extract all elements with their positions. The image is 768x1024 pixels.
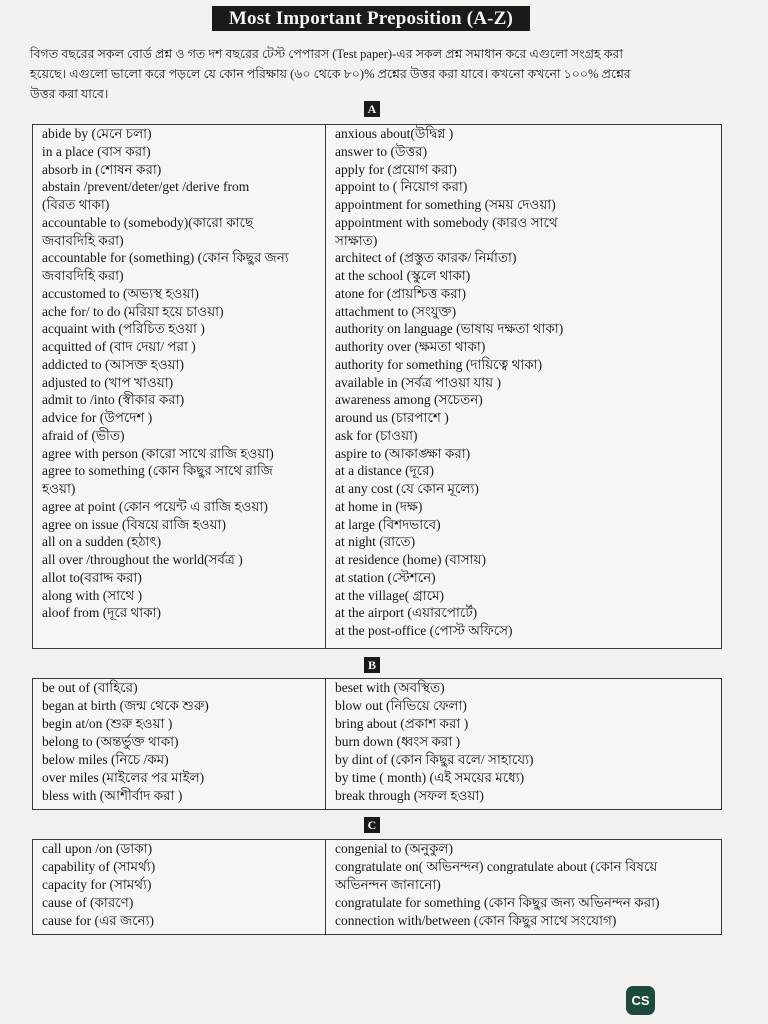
preposition-entry: ache for/ to do (মরিয়া হয়ে চাওয়া) (42, 303, 224, 319)
preposition-entry: attachment to (সংযুক্ত) (335, 303, 457, 319)
preposition-entry: accountable for (something) (কোন কিছুর জন্য (42, 250, 289, 266)
preposition-entry: architect of (প্রস্তুত কারক/ নির্মাতা) (335, 250, 517, 266)
preposition-entry: জবাবদিহি করা) (42, 268, 124, 283)
section-b-right-column (326, 679, 721, 809)
preposition-entry: by time ( month) (এই সময়ের মধ্যে) (335, 770, 525, 785)
preposition-entry: appoint to ( নিয়োগ করা) (335, 179, 468, 195)
preposition-entry: begin at/on (শুরু হওয়া ) (42, 716, 173, 731)
section-c-left-column (33, 840, 326, 934)
preposition-entry: হওয়া) (42, 481, 76, 496)
preposition-entry: (বিরত থাকা) (42, 197, 110, 212)
preposition-entry: agree at point (কোন পয়েন্ট এ রাজি হওয়া) (42, 498, 268, 514)
preposition-entry: over miles (মাইলের পর মাইল) (42, 770, 205, 785)
section-label-a: A (364, 101, 380, 117)
preposition-entry: all on a sudden (হঠাৎ) (42, 534, 162, 550)
preposition-entry: all over /throughout the world(সর্বত্র ) (42, 552, 243, 567)
preposition-entry: acquaint with (পরিচিত হওয়া ) (42, 321, 205, 337)
preposition-entry: cause of (কারণে) (42, 895, 134, 910)
preposition-entry: advice for (উপদেশ ) (42, 410, 153, 425)
preposition-entry: congratulate for something (কোন কিছুর জন্য অভিনন্দন করা) (335, 895, 660, 910)
preposition-entry: atone for (প্রায়শ্চিত্ত করা) (335, 285, 467, 301)
preposition-entry: apply for (প্রয়োগ করা) (335, 161, 457, 177)
preposition-entry: by dint of (কোন কিছুর বলে/ সাহায্যে) (335, 752, 534, 767)
preposition-entry: at a distance (দূরে) (335, 463, 435, 479)
preposition-entry: along with (সাথে ) (42, 587, 143, 603)
preposition-entry: agree on issue (বিষয়ে রাজি হওয়া) (42, 516, 226, 532)
preposition-entry: agree with person (কারো সাথে রাজি হওয়া) (42, 445, 274, 461)
section-a-left-column (33, 125, 326, 648)
preposition-entry: abide by (মেনে চলা) (42, 126, 152, 141)
preposition-entry: below miles (নিচে /কম) (42, 752, 169, 767)
preposition-entry: available in (সর্বত্র পাওয়া যায় ) (335, 374, 501, 390)
preposition-entry: authority on language (ভাষায় দক্ষতা থাকা) (335, 321, 564, 337)
preposition-entry: aloof from (দূরে থাকা) (42, 605, 162, 621)
preposition-entry: capacity for (সামর্থ্য) (42, 877, 152, 892)
preposition-entry: জবাবদিহি করা) (42, 232, 124, 248)
section-b-table (32, 678, 722, 810)
preposition-entry: agree to something (কোন কিছুর সাথে রাজি (42, 463, 273, 479)
preposition-entry: around us (চারপাশে ) (335, 410, 449, 425)
preposition-entry: break through (সফল হওয়া) (335, 788, 484, 803)
preposition-entry: at night (রাতে) (335, 534, 416, 550)
preposition-entry: authority for something (দায়িত্বে থাকা) (335, 356, 543, 372)
preposition-entry: accustomed to (অভ্যস্থ হওয়া) (42, 285, 199, 301)
section-b-left-column (33, 679, 326, 809)
preposition-entry: authority over (ক্ষমতা থাকা) (335, 339, 486, 354)
section-a-table (32, 124, 722, 649)
preposition-entry: answer to (উত্তর) (335, 143, 428, 159)
section-c-right-column (326, 840, 721, 934)
preposition-entry: accountable to (somebody)(কারো কাছে (42, 214, 254, 230)
preposition-entry: bless with (আশীর্বাদ করা ) (42, 788, 183, 803)
preposition-entry: at any cost (যে কোন মূল্যে) (335, 481, 479, 496)
preposition-entry: absorb in (শোষন করা) (42, 161, 162, 177)
preposition-entry: appointment for something (সময় দেওয়া) (335, 197, 556, 212)
preposition-entry: at home in (দক্ষ) (335, 498, 423, 514)
preposition-entry: at large (বিশদভাবে) (335, 516, 441, 532)
preposition-entry: awareness among (সচেতন) (335, 392, 483, 408)
preposition-entry: adjusted to (খাপ খাওয়া) (42, 374, 174, 390)
camscanner-badge: CS (626, 986, 655, 1015)
page-title: Most Important Preposition (A-Z) (212, 6, 530, 31)
section-a-right-column (326, 125, 721, 648)
section-label-c: C (364, 817, 380, 833)
preposition-entry: at the school (স্কুলে থাকা) (335, 268, 471, 283)
preposition-entry: at station (স্টেশনে) (335, 569, 436, 585)
preposition-entry: call upon /on (ডাকা) (42, 841, 153, 856)
preposition-entry: be out of (বাহিরে) (42, 680, 138, 695)
preposition-entry: anxious about(উদ্বিগ্ন ) (335, 126, 454, 141)
preposition-entry: aspire to (আকাঙ্ক্ষা করা) (335, 445, 471, 461)
preposition-entry: cause for (এর জন্যে) (42, 913, 155, 928)
preposition-entry: beset with (অবস্থিত) (335, 680, 445, 695)
section-label-b: B (364, 657, 380, 673)
preposition-entry: capability of (সামর্থ্য) (42, 859, 156, 874)
preposition-entry: addicted to (আসক্ত হওয়া) (42, 356, 185, 372)
preposition-entry: at the post-office (পোস্ট অফিসে) (335, 623, 513, 638)
preposition-entry: allot to(বরাদ্দ করা) (42, 569, 142, 585)
preposition-entry: bring about (প্রকাশ করা ) (335, 716, 469, 731)
preposition-entry: acquitted of (বাদ দেয়া/ পরা ) (42, 339, 196, 354)
preposition-entry: began at birth (জন্ম থেকে শুরু) (42, 698, 209, 713)
preposition-entry: ask for (চাওয়া) (335, 427, 418, 443)
preposition-entry: afraid of (ভীত) (42, 427, 125, 443)
preposition-entry: belong to (অন্তর্ভুক্ত থাকা) (42, 734, 179, 749)
preposition-entry: blow out (নিভিয়ে ফেলা) (335, 698, 467, 713)
preposition-entry: অভিনন্দন জানানো) (335, 877, 441, 892)
preposition-entry: burn down (ধ্বংস করা ) (335, 734, 461, 749)
preposition-entry: abstain /prevent/deter/get /derive from (42, 179, 250, 195)
preposition-entry: admit to /into (স্বীকার করা) (42, 392, 185, 408)
preposition-entry: congenial to (অনুকুল) (335, 841, 453, 856)
preposition-entry: connection with/between (কোন কিছুর সাথে সংযোগ) (335, 913, 617, 928)
preposition-entry: at the airport (এয়ারপোর্টে) (335, 605, 478, 621)
preposition-entry: appointment with somebody (কারও সাথে (335, 214, 558, 230)
preposition-entry: at residence (home) (বাসায়) (335, 552, 487, 567)
intro-paragraph: বিগত বছরের সকল বোর্ড প্রশ্ন ও গত দশ বছরের টেস্ট পেপারস (Test paper)-এর সকল প্রশ্ন সমাধান করে এগুলো সংগ্রহ করা হয়েছে। এগুলো ভালো করে পড়লে যে কোন পরিক্ষায় (৬০ থেকে ৮০)% প্রশ্নের উত্তর করা যাবে। কখনো কখনো ১০০% প্রশ্নের উত্তর করা যাবে। (30, 47, 631, 101)
section-c-table (32, 839, 722, 935)
preposition-entry: at the village( গ্রামে) (335, 587, 445, 603)
preposition-entry: in a place (বাস করা) (42, 143, 151, 159)
preposition-entry: congratulate on( অভিনন্দন) congratulate about (কোন বিষয়ে (335, 859, 658, 874)
preposition-entry: সাক্ষাত) (335, 232, 378, 248)
